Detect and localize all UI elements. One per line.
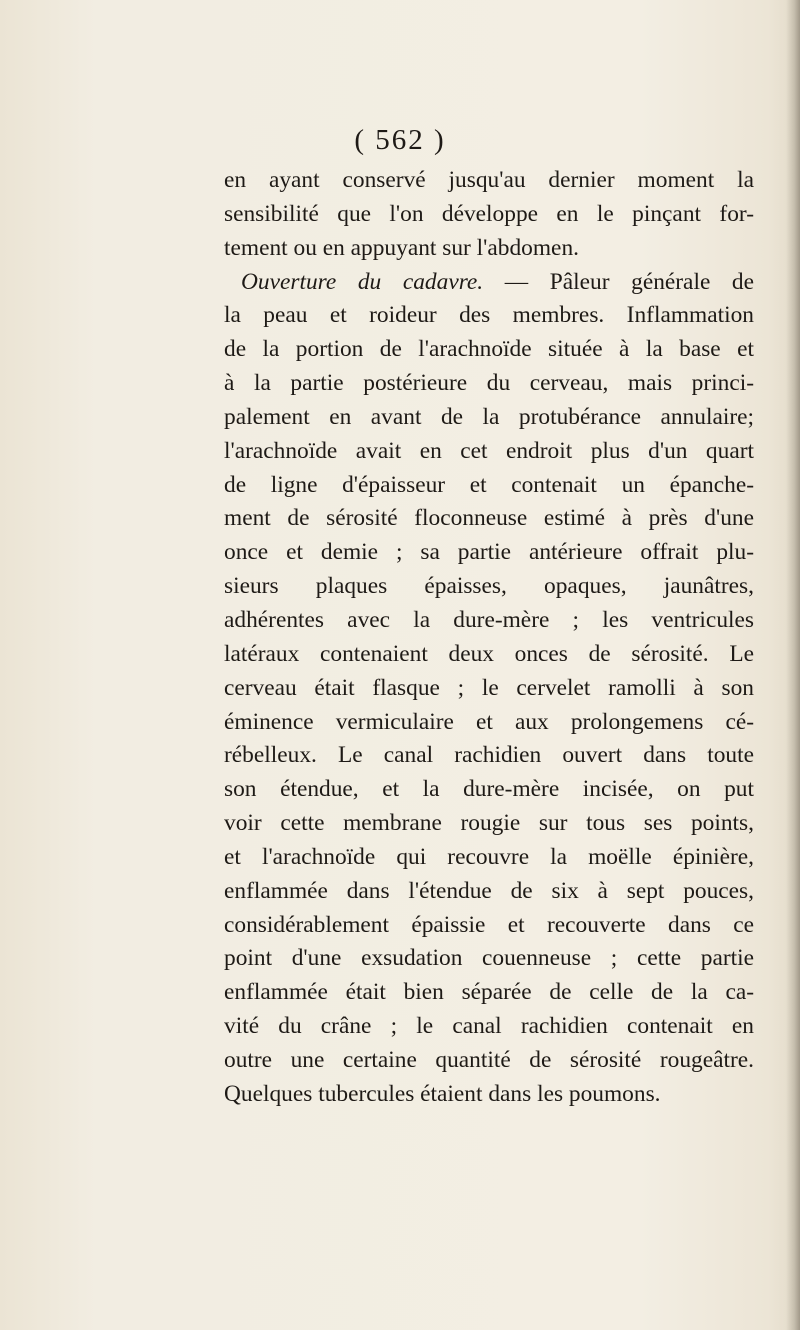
text-line: enflammée était bien séparée de celle de la ca- bbox=[224, 979, 754, 1006]
text-line: la peau et roideur des membres. Inflammation bbox=[224, 302, 754, 329]
text-line: éminence vermiculaire et aux prolongemens cé- bbox=[224, 708, 754, 735]
text-line: sieurs plaques épaisses, opaques, jaunâtres, bbox=[224, 573, 754, 600]
text-line: palement en avant de la protubérance annulaire; bbox=[224, 403, 754, 430]
text-line: l'arachnoïde avait en cet endroit plus d'un quart bbox=[224, 437, 754, 464]
text-line: son étendue, et la dure-mère incisée, on put bbox=[224, 776, 754, 803]
text-line: point d'une exsudation couenneuse ; cette partie bbox=[224, 945, 754, 972]
page-edge-shadow bbox=[786, 0, 800, 1330]
text-line: de la portion de l'arachnoïde située à la base et bbox=[224, 336, 754, 363]
text-line: vité du crâne ; le canal rachidien contenait en bbox=[224, 1013, 754, 1040]
text-line: rébelleux. Le canal rachidien ouvert dans toute bbox=[224, 742, 754, 769]
text-line: en ayant conservé jusqu'au dernier moment la bbox=[224, 167, 754, 193]
text-line: once et demie ; sa partie antérieure offrait plu- bbox=[224, 539, 754, 566]
body-text bbox=[224, 164, 754, 1112]
text-line: enflammée dans l'étendue de six à sept pouces, bbox=[224, 877, 754, 904]
text-line: latéraux contenaient deux onces de sérosité. Le bbox=[224, 640, 754, 667]
text-line: considérablement épaissie et recouverte dans ce bbox=[224, 911, 754, 938]
section-heading: Ouverture du cadavre. bbox=[241, 268, 484, 295]
page-number: ( 562 ) bbox=[354, 124, 446, 156]
text-line: outre une certaine quantité de sérosité rougeâtre. bbox=[224, 1046, 754, 1073]
text-line: Quelques tubercules étaient dans les poumons. bbox=[224, 1080, 661, 1107]
section-heading-line bbox=[224, 266, 754, 300]
text-line: de ligne d'épaisseur et contenait un épanche- bbox=[224, 471, 754, 498]
text-line: sensibilité que l'on développe en le pinçant for- bbox=[224, 200, 754, 227]
text-line: adhérentes avec la dure-mère ; les ventricules bbox=[224, 606, 754, 633]
text-line: tement ou en appuyant sur l'abdomen. bbox=[224, 234, 579, 261]
text-line: cerveau était flasque ; le cervelet ramolli à son bbox=[224, 674, 754, 701]
text-line: et l'arachnoïde qui recouvre la moëlle épinière, bbox=[224, 843, 754, 870]
text-line: à la partie postérieure du cerveau, mais princi- bbox=[224, 370, 754, 397]
text-line: voir cette membrane rougie sur tous ses points, bbox=[224, 810, 754, 837]
text-line: — Pâleur générale de bbox=[504, 268, 754, 295]
text-line: ment de sérosité floconneuse estimé à près d'une bbox=[224, 505, 754, 532]
